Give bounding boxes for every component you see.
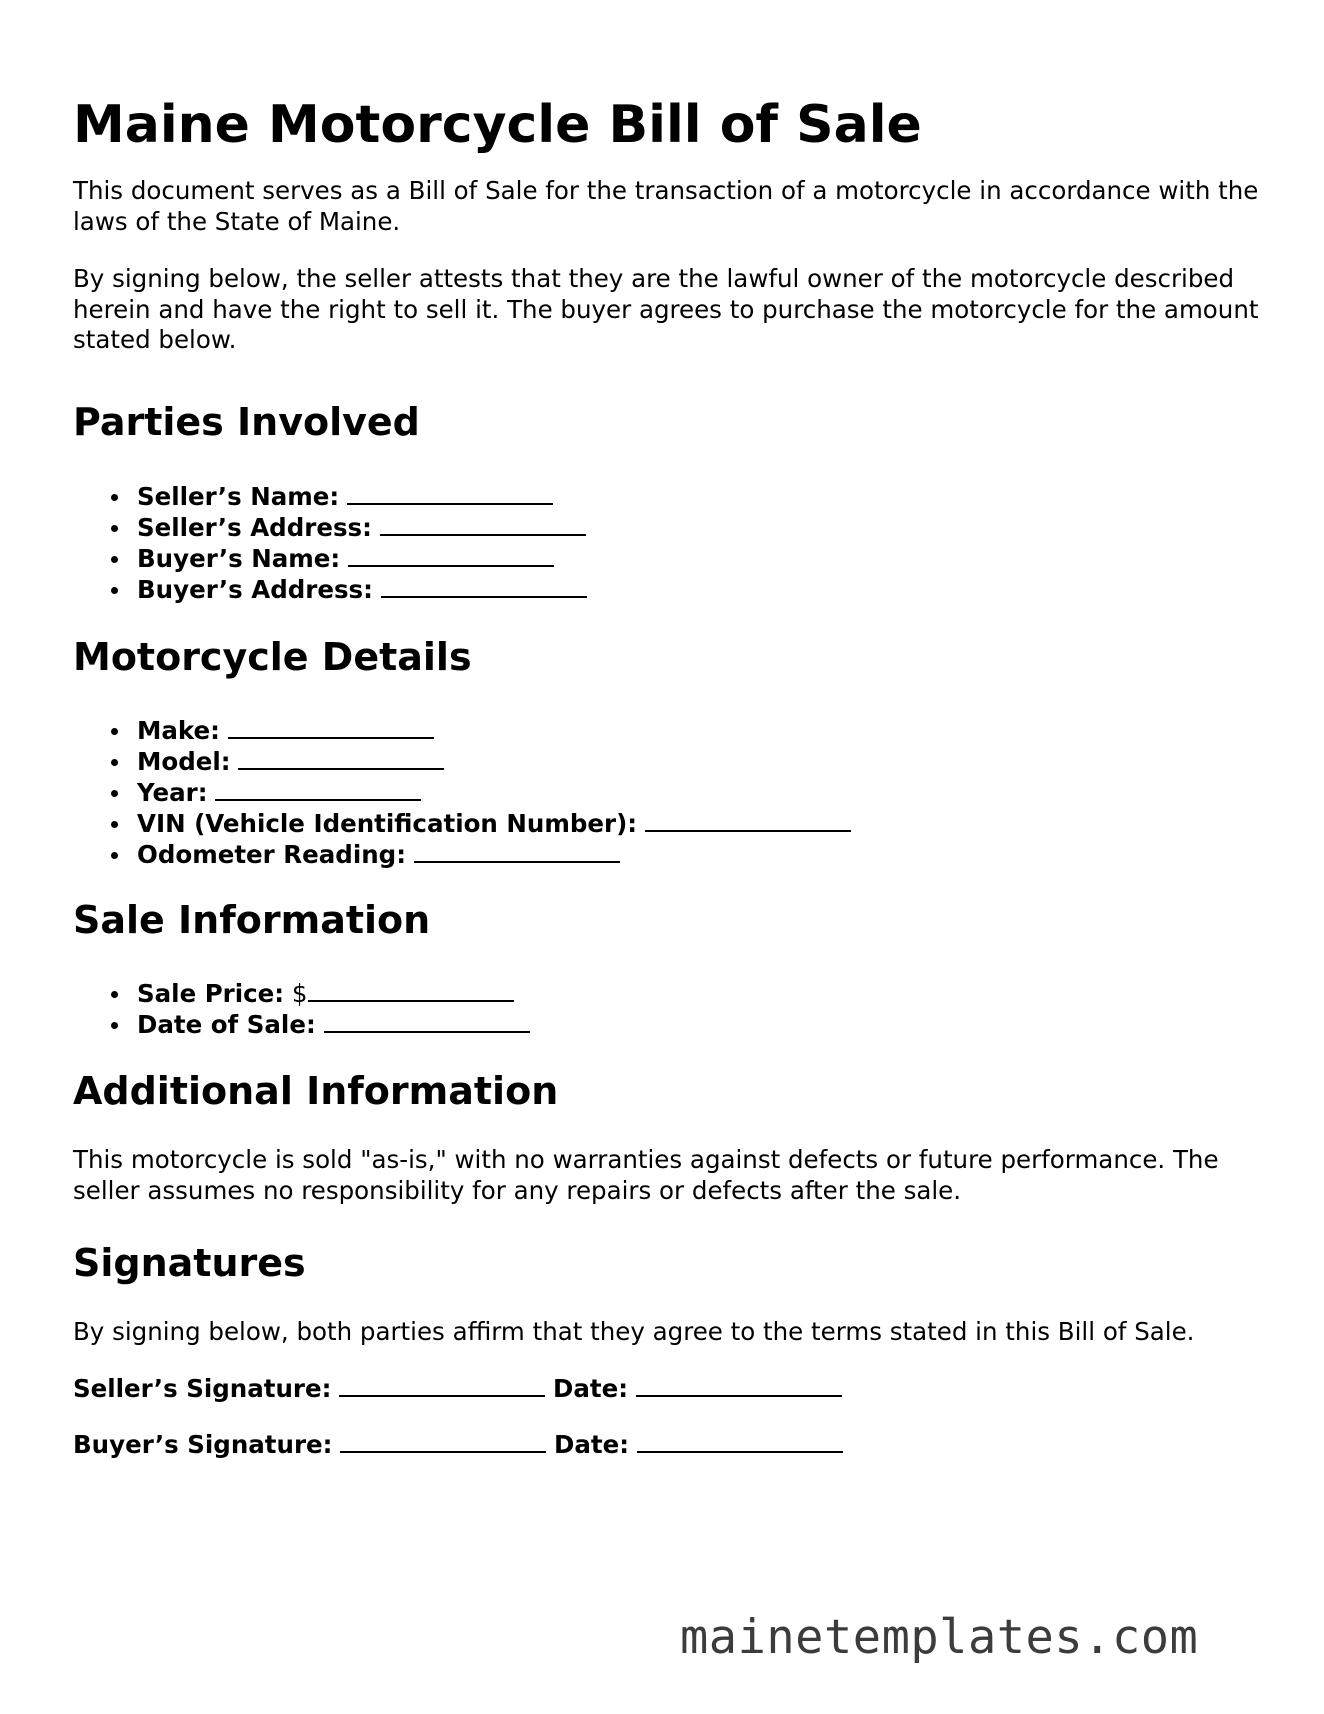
- watermark-text: mainetemplates.com: [680, 1610, 1199, 1665]
- odometer-label: Odometer Reading:: [137, 840, 407, 869]
- parties-list: [73, 481, 587, 605]
- list-item: [137, 481, 587, 512]
- sale-heading: Sale Information: [73, 898, 431, 942]
- seller-name-label: Seller’s Name:: [137, 482, 340, 511]
- list-item: [137, 543, 587, 574]
- list-item: [137, 715, 851, 746]
- list-item: [137, 808, 851, 839]
- document-title: Maine Motorcycle Bill of Sale: [73, 95, 922, 155]
- additional-heading: Additional Information: [73, 1069, 559, 1113]
- odometer-field[interactable]: [414, 839, 620, 863]
- intro-paragraph-1: This document serves as a Bill of Sale for the transaction of a motorcycle in accordance with the laws of the State of Maine.: [73, 176, 1259, 236]
- parties-heading: Parties Involved: [73, 400, 420, 444]
- list-item: [137, 777, 851, 808]
- signatures-paragraph: By signing below, both parties affirm that they agree to the terms stated in this Bill of Sale.: [73, 1317, 1195, 1346]
- make-field[interactable]: [228, 715, 434, 739]
- make-label: Make:: [137, 716, 220, 745]
- seller-signature-label: Seller’s Signature:: [73, 1374, 332, 1403]
- seller-address-label: Seller’s Address:: [137, 513, 372, 542]
- sale-date-label: Date of Sale:: [137, 1010, 316, 1039]
- seller-address-field[interactable]: [380, 512, 586, 536]
- seller-name-field[interactable]: [347, 481, 553, 505]
- sale-date-field[interactable]: [324, 1009, 530, 1033]
- model-label: Model:: [137, 747, 231, 776]
- year-field[interactable]: [215, 777, 421, 801]
- buyer-signature-field[interactable]: [340, 1429, 546, 1453]
- buyer-signature-line: [73, 1429, 843, 1460]
- seller-date-field[interactable]: [636, 1373, 842, 1397]
- intro-paragraph-2: By signing below, the seller attests that they are the lawful owner of the motorcycle described herein and have the right to sell it. The buyer agrees to purchase the motorcycle for the amount stated below.: [73, 264, 1259, 354]
- year-label: Year:: [137, 778, 208, 807]
- list-item: [137, 978, 530, 1009]
- buyer-address-field[interactable]: [381, 574, 587, 598]
- sale-list: [73, 978, 530, 1040]
- list-item: [137, 574, 587, 605]
- signatures-heading: Signatures: [73, 1241, 306, 1285]
- list-item: [137, 1009, 530, 1040]
- vin-label: VIN (Vehicle Identification Number):: [137, 809, 638, 838]
- vin-field[interactable]: [645, 808, 851, 832]
- list-item: [137, 746, 851, 777]
- buyer-date-label: Date:: [554, 1430, 630, 1459]
- seller-date-label: Date:: [553, 1374, 629, 1403]
- buyer-name-label: Buyer’s Name:: [137, 544, 341, 573]
- seller-signature-line: [73, 1373, 842, 1404]
- buyer-name-field[interactable]: [348, 543, 554, 567]
- motorcycle-heading: Motorcycle Details: [73, 635, 472, 679]
- buyer-date-field[interactable]: [637, 1429, 843, 1453]
- list-item: [137, 512, 587, 543]
- sale-price-label: Sale Price:: [137, 979, 285, 1008]
- buyer-signature-label: Buyer’s Signature:: [73, 1430, 333, 1459]
- model-field[interactable]: [238, 746, 444, 770]
- buyer-address-label: Buyer’s Address:: [137, 575, 373, 604]
- motorcycle-list: [73, 715, 851, 870]
- seller-signature-field[interactable]: [339, 1373, 545, 1397]
- additional-paragraph: This motorcycle is sold "as-is," with no warranties against defects or future performance. The seller assumes no responsibility for any repairs or defects after the sale.: [73, 1145, 1219, 1205]
- list-item: [137, 839, 851, 870]
- sale-price-field[interactable]: [308, 978, 514, 1002]
- currency-symbol: $: [291, 979, 308, 1008]
